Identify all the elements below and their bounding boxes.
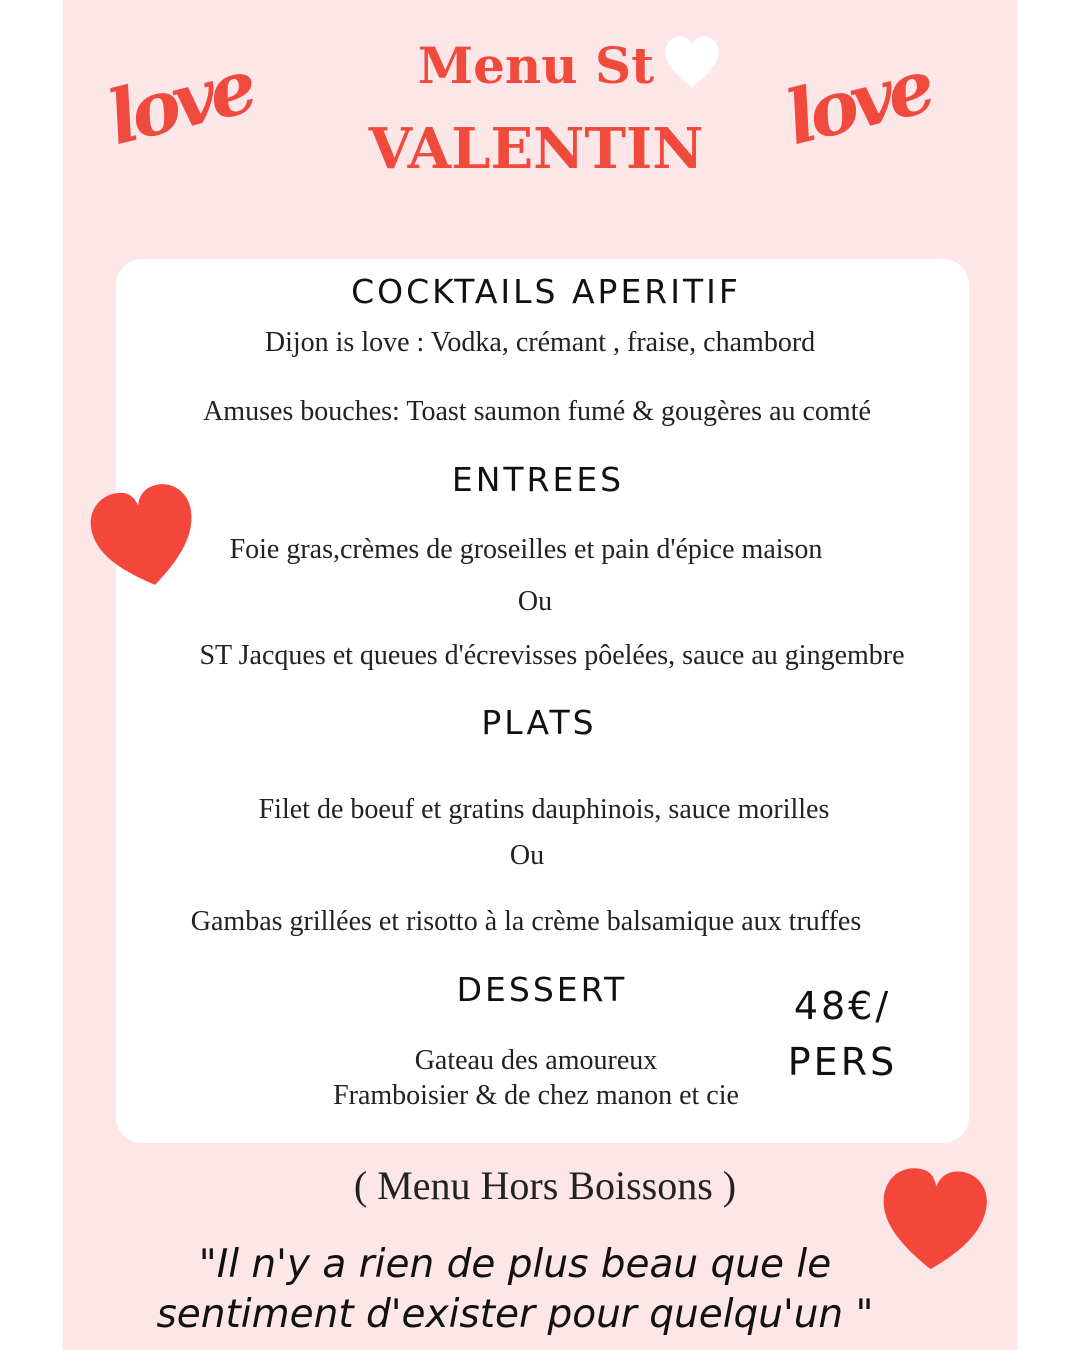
menu-item-entree-or: Ou [517,586,553,617]
menu-item-dessert-1: Gateau des amoureux [414,1045,658,1076]
menu-item-plat-or: Ou [509,840,545,871]
menu-item-amuses: Amuses bouches: Toast saumon fumé & gougères au comté [203,396,871,427]
page-title-line1: Menu St [417,36,655,95]
menu-item-dessert-2: Framboisier & de chez manon et cie [333,1080,739,1111]
love-script-right: love [777,43,938,163]
drinks-note: ( Menu Hors Boissons ) [353,1163,737,1208]
love-script-left: love [99,43,260,163]
white-heart-icon [662,28,722,96]
menu-item-entree-1: Foie gras,crèmes de groseilles et pain d'épice maison [229,534,823,565]
price-amount: 48€/ [793,984,892,1028]
red-heart-icon-right [878,1155,990,1285]
menu-item-plat-1: Filet de boeuf et gratins dauphinois, sauce morilles [258,794,830,825]
quote-line-2: sentiment d'exister pour quelqu'un " [156,1292,874,1337]
menu-item-plat-2: Gambas grillées et risotto à la crème balsamique aux truffes [190,906,862,937]
page-title-line2: VALENTIN [368,116,704,182]
section-heading-dessert: DESSERT [456,970,628,1009]
red-heart-icon-left [90,475,200,600]
section-heading-plats: PLATS [481,703,597,742]
menu-item-cocktail: Dijon is love : Vodka, crémant , fraise, chambord [264,327,816,358]
price-unit: PERS [787,1040,898,1084]
quote-line-1: "Il n'y a rien de plus beau que le [198,1242,832,1287]
section-heading-cocktails: COCKTAILS APERITIF [351,272,741,311]
section-heading-entrees: ENTREES [451,460,625,499]
menu-item-entree-2: ST Jacques et queues d'écrevisses pôelées, sauce au gingembre [199,640,905,671]
